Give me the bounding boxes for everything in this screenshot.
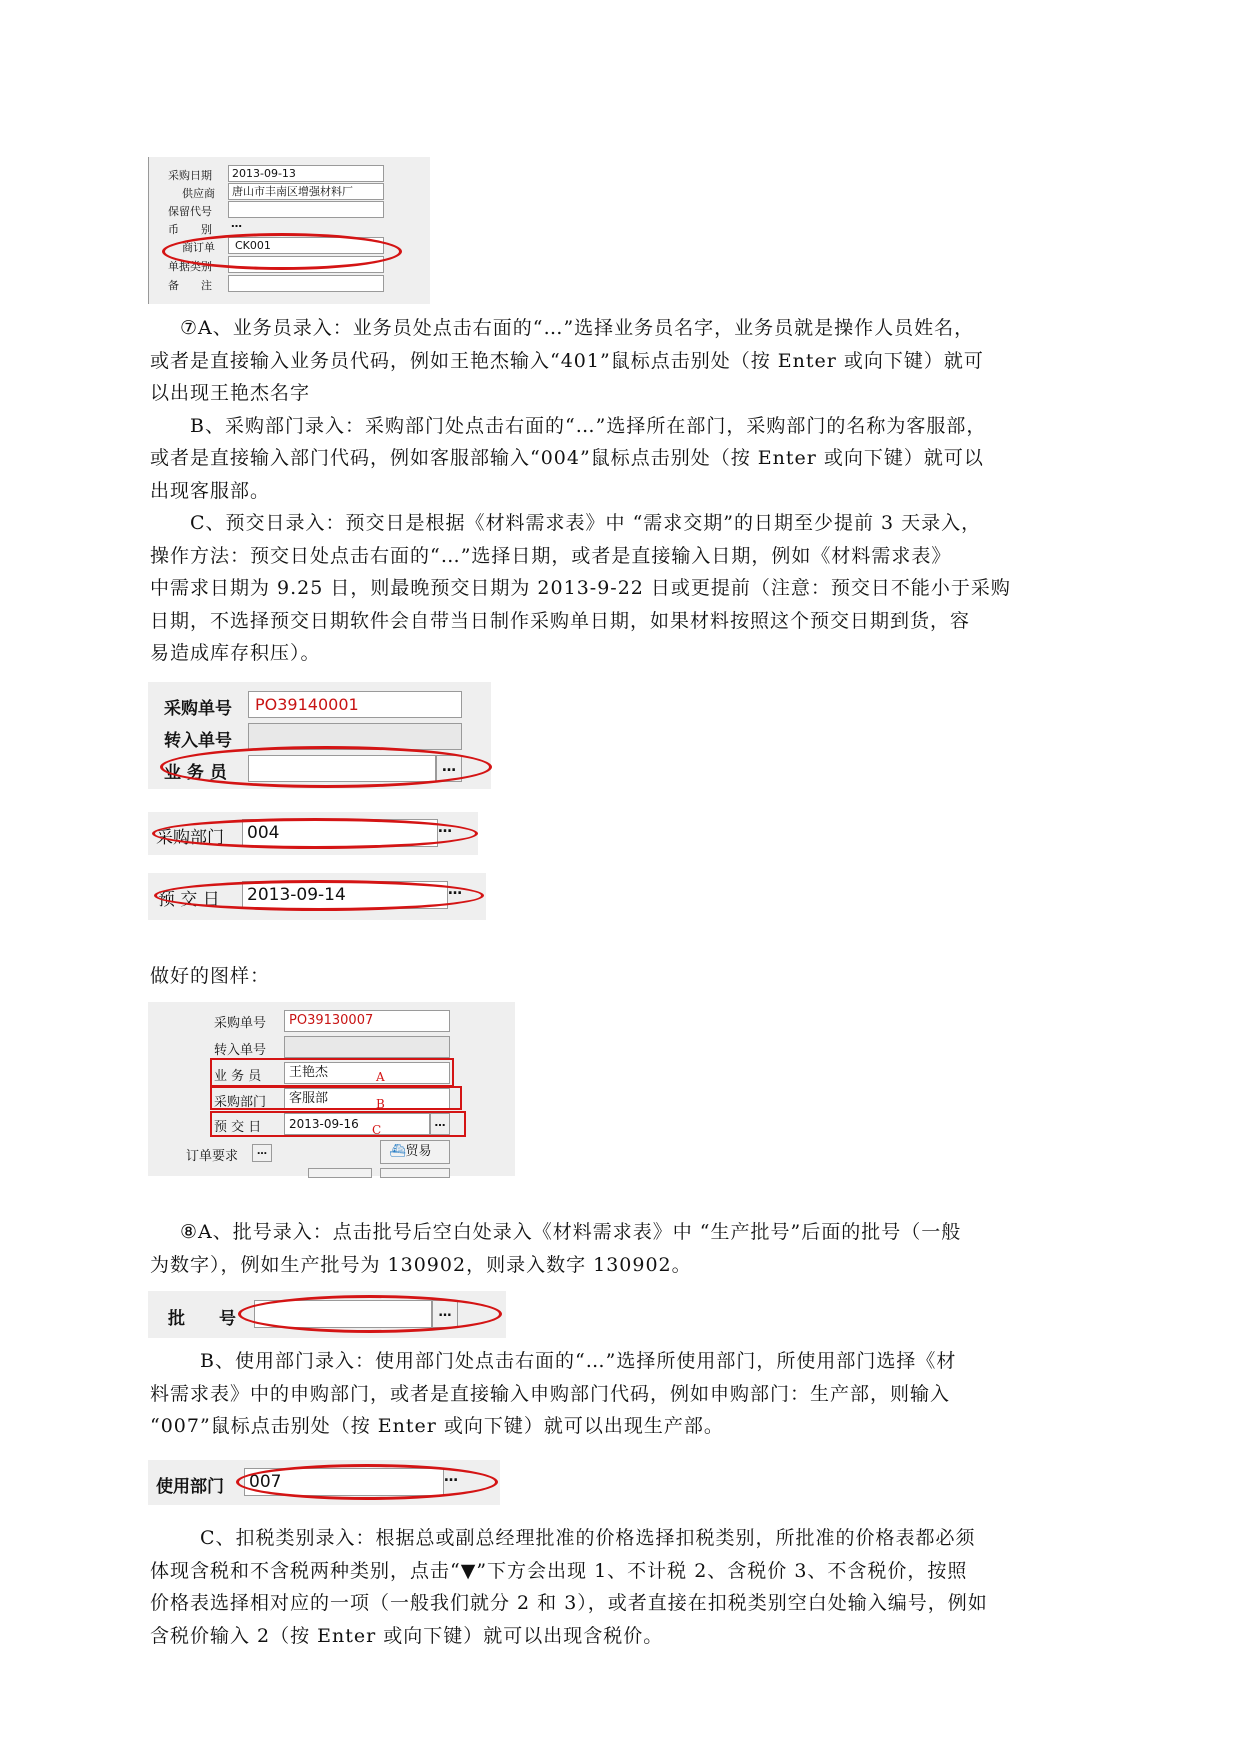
label-remark: 备 注 — [168, 279, 212, 292]
mark-b: B — [376, 1097, 385, 1111]
label-order-req: 订单要求 — [186, 1149, 239, 1164]
sample-caption: 做好的图样： — [150, 965, 271, 987]
para7-line-4: B、采购部门录入：采购部门处点击右面的“…”选择所在部门，采购部门的名称为客服部， — [190, 414, 987, 437]
para7-line-8: 操作方法：预交日处点击右面的“…”选择日期，或者是直接输入日期，例如《材料需求表》 — [150, 544, 952, 567]
label-reserve-code: 保留代号 — [168, 205, 212, 218]
salesman-dots-button[interactable]: … — [436, 755, 462, 782]
para7-line-11: 易造成库存积压）。 — [150, 642, 321, 664]
mark-a: A — [376, 1070, 385, 1084]
paragraph-8c — [150, 1522, 1065, 1652]
para7-line-10: 日期，不选择预交日期软件会自带当日制作采购单日期，如果材料按照这个预交日期到货，容 — [150, 609, 971, 632]
label-dept: 采购部门 — [214, 1095, 267, 1110]
batch-no-field[interactable] — [254, 1300, 432, 1328]
purchase-dept-dots-button[interactable]: … — [438, 820, 452, 836]
para8c-line-2: 体现含税和不含税两种类别，点击“▼”下方会出现 1、不计税 2、含税价 3、不含税价，按照 — [150, 1559, 968, 1582]
label-order-no: 采购单号 — [164, 699, 232, 719]
label-supplier: 供应商 — [182, 187, 215, 200]
label-purchase-date: 采购日期 — [168, 169, 212, 182]
label-sales-order: 商订单 — [182, 241, 215, 254]
bottom-button-2[interactable] — [380, 1168, 450, 1178]
form-screenshot-due-date — [148, 873, 486, 920]
currency-dots-button[interactable]: … — [231, 217, 242, 230]
supplier-field[interactable]: 唐山市丰南区增强材料厂 — [228, 183, 384, 200]
mark-c: C — [372, 1123, 382, 1137]
para7-line-5: 或者是直接输入部门代码，例如客服部输入“004”鼠标点击别处（按 Enter 或向下键）就可以 — [150, 447, 984, 469]
due-date-field[interactable]: 2013-09-16 — [284, 1113, 430, 1135]
dept-field[interactable]: 客服部 — [284, 1088, 450, 1110]
label-transfer-no: 转入单号 — [214, 1043, 267, 1058]
label-salesman: 业 务 员 — [164, 763, 227, 783]
order-no-field[interactable]: PO39130007 — [284, 1010, 450, 1032]
para8c-line-3: 价格表选择相对应的一项（一般我们就分 2 和 3），或者直接在扣税类别空白处输入编号，例如 — [150, 1592, 988, 1614]
para7-line-3: 以出现王艳杰名字 — [150, 382, 311, 404]
label-due-date: 预 交 日 — [214, 1120, 262, 1135]
paragraph-8b — [150, 1345, 1065, 1443]
para8-line-1: ⑧A、批号录入：点击批号后空白处录入《材料需求表》中 “生产批号”后面的批号（一般 — [180, 1221, 962, 1243]
due-date-dots-button[interactable]: … — [448, 882, 462, 898]
bottom-button-1[interactable] — [308, 1168, 372, 1178]
trade-label: 贸易 — [405, 1144, 432, 1159]
doc-type-field[interactable] — [228, 256, 384, 273]
paragraph-8 — [150, 1216, 1065, 1281]
trade-button[interactable] — [380, 1140, 450, 1164]
form-screenshot-dept — [148, 812, 478, 855]
label-salesman: 业 务 员 — [214, 1069, 262, 1084]
form-screenshot-batch — [148, 1291, 506, 1338]
label-purchase-dept: 采购部门 — [156, 828, 224, 848]
label-usage-dept: 使用部门 — [156, 1477, 224, 1497]
trade-icon: ⛴ — [389, 1144, 406, 1159]
label-due-date: 预 交 日 — [158, 890, 220, 910]
remark-field[interactable] — [228, 275, 384, 292]
para8b-line-1: B、使用部门录入：使用部门处点击右面的“…”选择所使用部门，所使用部门选择《材 — [200, 1350, 957, 1372]
para7-line-1: ⑦A、业务员录入：业务员处点击右面的“…”选择业务员名字，业务员就是操作人员姓名， — [180, 317, 975, 339]
para7-line-9: 中需求日期为 9.25 日，则最晚预交日期为 2013-9-22 日或更提前（注意：预交日不能小于采购 — [150, 577, 1011, 599]
para8b-line-3: “007”鼠标点击别处（按 Enter 或向下键）就可以出现生产部。 — [150, 1415, 724, 1437]
para8-line-2: 为数字），例如生产批号为 130902，则录入数字 130902。 — [150, 1253, 692, 1276]
due-date-field[interactable]: 2013-09-14 — [242, 881, 448, 909]
purchase-date-field[interactable]: 2013-09-13 — [228, 165, 384, 182]
label-order-no: 采购单号 — [214, 1016, 267, 1031]
salesman-field[interactable] — [248, 755, 436, 782]
transfer-no-field[interactable] — [284, 1036, 450, 1058]
label-transfer-no: 转入单号 — [164, 731, 232, 751]
form-screenshot-usage-dept — [148, 1460, 500, 1505]
para7-line-6: 出现客服部。 — [150, 479, 271, 502]
batch-no-dots-button[interactable]: … — [432, 1300, 458, 1328]
para7-line-7: C、预交日录入：预交日是根据《材料需求表》中 “需求交期”的日期至少提前 3 天录入， — [190, 512, 982, 534]
para7-line-2: 或者是直接输入业务员代码，例如王艳杰输入“401”鼠标点击别处（按 Enter 或向下键）就可 — [150, 349, 984, 372]
transfer-no-field[interactable] — [248, 723, 462, 750]
form-screenshot-order — [148, 682, 491, 789]
paragraph-7 — [150, 312, 1065, 670]
usage-dept-field[interactable]: 007 — [244, 1468, 444, 1496]
order-req-dots-button[interactable]: … — [252, 1144, 272, 1162]
para8c-line-4: 含税价输入 2（按 Enter 或向下键）就可以出现含税价。 — [150, 1624, 664, 1647]
para8c-line-1: C、扣税类别录入：根据总或副总经理批准的价格选择扣税类别，所批准的价格表都必须 — [200, 1527, 976, 1549]
label-currency: 币 别 — [168, 223, 212, 236]
reserve-code-field[interactable] — [228, 201, 384, 218]
form-screenshot-supplier — [148, 157, 430, 304]
form-screenshot-completed — [148, 1002, 515, 1176]
label-batch-no: 批 号 — [168, 1309, 236, 1329]
due-date-dots-button[interactable]: … — [430, 1113, 450, 1135]
order-no-field[interactable]: PO39140001 — [248, 691, 462, 718]
usage-dept-dots-button[interactable]: … — [444, 1469, 458, 1485]
salesman-field[interactable]: 王艳杰 — [284, 1062, 450, 1084]
sales-order-field[interactable]: CK001 — [228, 237, 384, 254]
para8b-line-2: 料需求表》中的申购部门，或者是直接输入申购部门代码，例如申购部门：生产部，则输入 — [150, 1382, 951, 1405]
purchase-dept-field[interactable]: 004 — [242, 819, 438, 847]
label-doc-type: 单据类别 — [168, 260, 212, 273]
